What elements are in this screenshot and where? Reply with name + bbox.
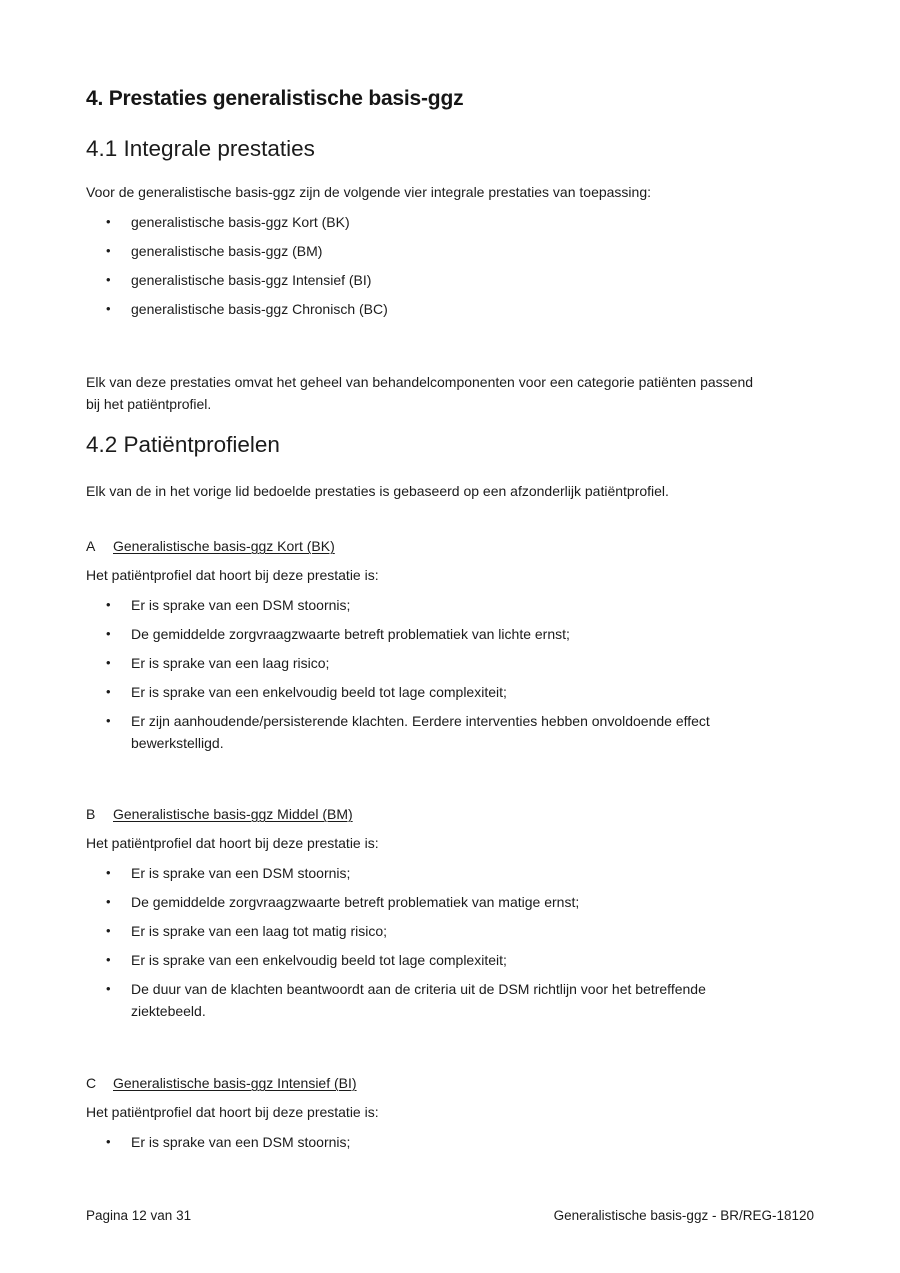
profile-c-lead: Het patiëntprofiel dat hoort bij deze prestatie is:: [86, 1104, 379, 1120]
list-item: • Er is sprake van een enkelvoudig beeld tot lage complexiteit;: [86, 681, 764, 703]
list-item: • generalistische basis-ggz Chronisch (BC): [86, 298, 764, 320]
profile-b-title: Generalistische basis-ggz Middel (BM): [113, 806, 353, 822]
profile-b-heading: [86, 803, 764, 825]
list-item: • Er is sprake van een DSM stoornis;: [86, 594, 764, 616]
list-item: • Er zijn aanhoudende/persisterende klachten. Eerdere interventies hebben onvoldoende effect bewerkstelligd.: [86, 710, 764, 754]
integral-services-list: [86, 211, 764, 320]
list-item: • Er is sprake van een laag risico;: [86, 652, 764, 674]
profile-c-heading: [86, 1072, 764, 1094]
list-item: • De gemiddelde zorgvraagzwaarte betreft problematiek van matige ernst;: [86, 891, 764, 913]
page-footer: [86, 1207, 814, 1225]
profile-c-title: Generalistische basis-ggz Intensief (BI): [113, 1075, 357, 1091]
list-item: • De duur van de klachten beantwoordt aan de criteria uit de DSM richtlijn voor het betreffende ziektebeeld.: [86, 978, 764, 1022]
section-4-2-intro: Elk van de in het vorige lid bedoelde prestaties is gebaseerd op een afzonderlijk patiëntprofiel.: [86, 483, 669, 499]
list-item: • generalistische basis-ggz (BM): [86, 240, 764, 262]
profile-b-label: B: [86, 806, 96, 822]
list-item: • Er is sprake van een DSM stoornis;: [86, 862, 764, 884]
profile-a-title: Generalistische basis-ggz Kort (BK): [113, 538, 335, 554]
section-4-1-intro: Voor de generalistische basis-ggz zijn de volgende vier integrale prestaties van toepassing:: [86, 184, 652, 200]
profile-b-criteria-list: [86, 862, 764, 1022]
footer-document-reference: Generalistische basis-ggz - BR/REG-18120: [553, 1208, 814, 1223]
list-item: • generalistische basis-ggz Intensief (BI): [86, 269, 764, 291]
profile-c-label: C: [86, 1075, 97, 1091]
list-item: • Er is sprake van een DSM stoornis;: [86, 1131, 764, 1153]
profile-a-criteria-list: [86, 594, 764, 754]
profile-b-lead: Het patiëntprofiel dat hoort bij deze prestatie is:: [86, 835, 379, 851]
list-item: • De gemiddelde zorgvraagzwaarte betreft problematiek van lichte ernst;: [86, 623, 764, 645]
section-4-1-heading: 4.1 Integrale prestaties: [86, 136, 315, 161]
profile-a-label: A: [86, 538, 96, 554]
section-4-2-heading: 4.2 Patiëntprofielen: [86, 432, 280, 457]
section-4-1-closing: Elk van deze prestaties omvat het geheel van behandelcomponenten voor een categorie patiënten passend bij het patiëntprofiel.: [86, 374, 754, 412]
profile-a-lead: Het patiëntprofiel dat hoort bij deze prestatie is:: [86, 567, 379, 583]
document-content: [86, 0, 764, 1160]
list-item: • Er is sprake van een laag tot matig risico;: [86, 920, 764, 942]
chapter-title: 4. Prestaties generalistische basis-ggz: [86, 87, 464, 110]
footer-page-number: Pagina 12 van 31: [86, 1208, 192, 1223]
profile-a-heading: [86, 535, 764, 557]
list-item: • generalistische basis-ggz Kort (BK): [86, 211, 764, 233]
profile-c-criteria-list: [86, 1131, 764, 1153]
list-item: • Er is sprake van een enkelvoudig beeld tot lage complexiteit;: [86, 949, 764, 971]
